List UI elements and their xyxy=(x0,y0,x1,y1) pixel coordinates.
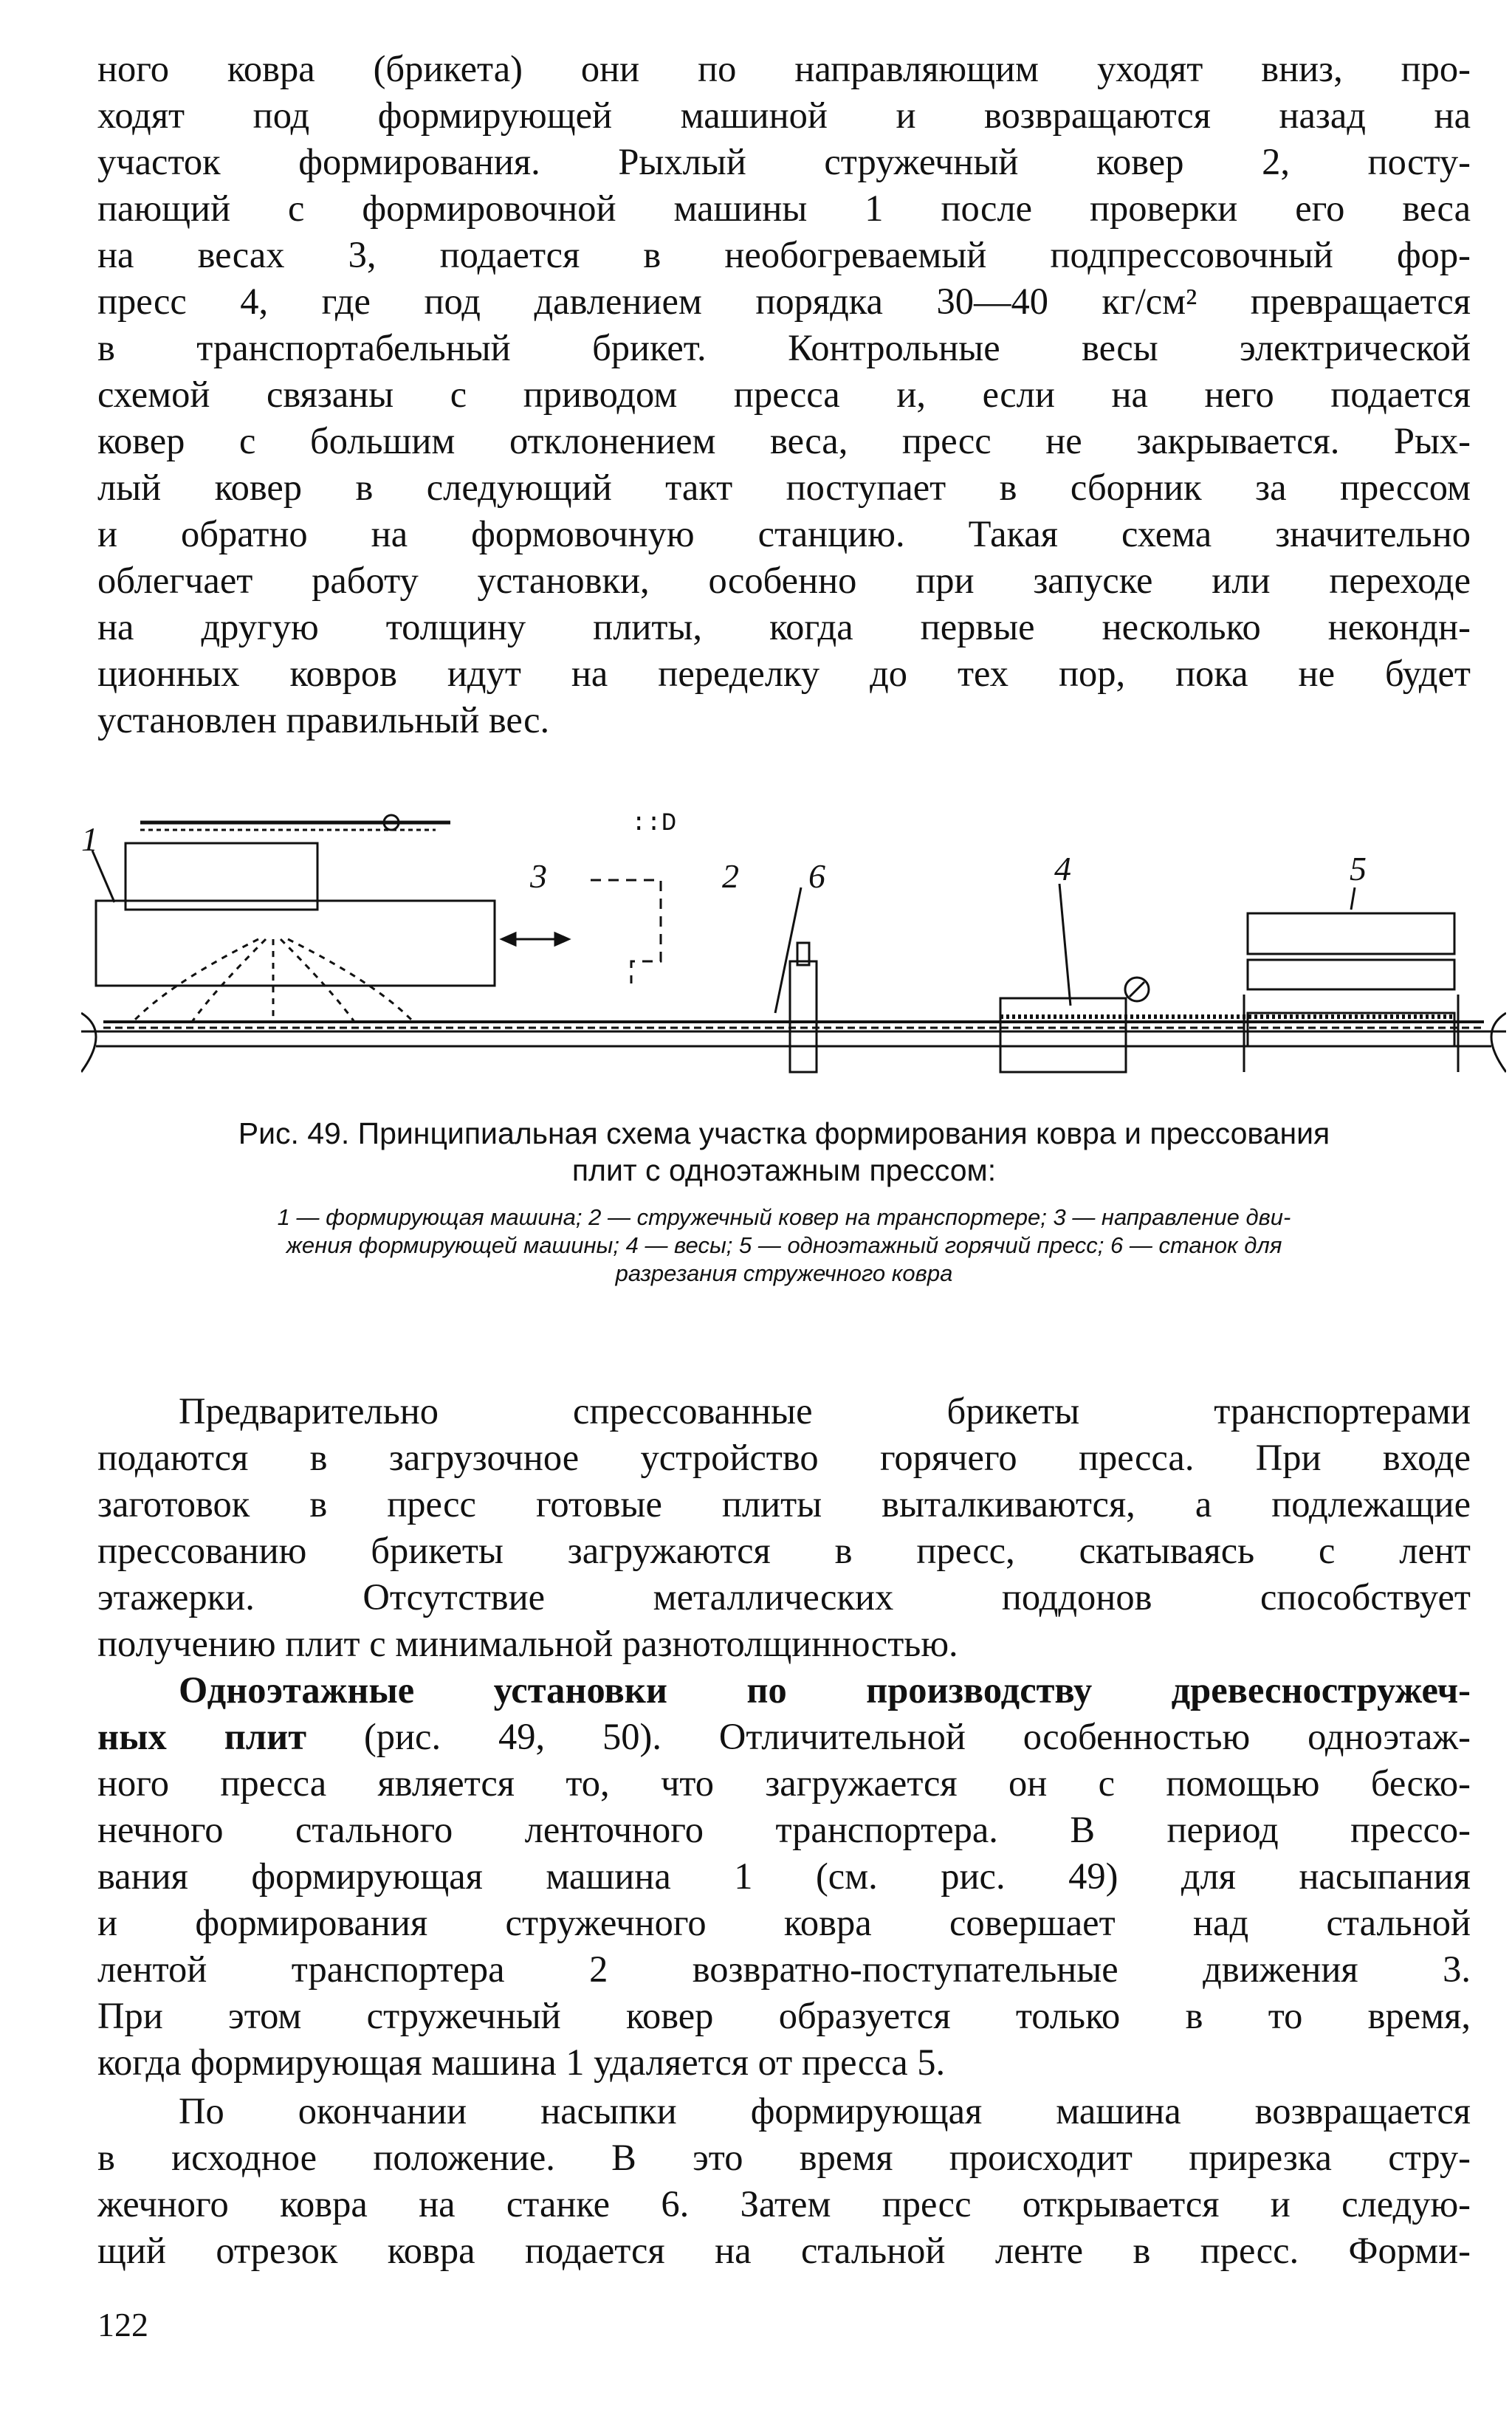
text-line: облегчает работу установки, особенно при запуске или переходе xyxy=(97,560,1471,601)
paragraph-3 xyxy=(97,1667,1471,2086)
text-line: ходят под формирующей машиной и возвращаются назад на xyxy=(97,95,1471,136)
text-line: и обратно на формовочную станцию. Такая схема значительно xyxy=(97,513,1471,554)
hot-press-plate xyxy=(1248,960,1454,989)
text-line: пающий с формировочной машины 1 после проверки его веса xyxy=(97,188,1471,229)
text-line: участок формирования. Рыхлый стружечный ковер 2, посту- xyxy=(97,141,1471,182)
text-line: этажерки. Отсутствие металлических поддонов способствует xyxy=(97,1576,1471,1618)
text-line: в исходное положение. В это время происходит прирезка стру- xyxy=(97,2137,1471,2178)
text-line: лентой транспортера 2 возвратно-поступательные движения 3. xyxy=(97,1948,1471,1990)
text-line: на весах 3, подается в необогреваемый подпрессовочный фор- xyxy=(97,234,1471,275)
legend-line: 1 — формирующая машина; 2 — стружечный ковер на транспортере; 3 — направление дви- xyxy=(277,1204,1291,1230)
cutting-machine xyxy=(790,961,817,1072)
text-line: ного ковра (брикета) они по направляющим уходят вниз, про- xyxy=(97,48,1471,89)
text-line: ционных ковров идут на переделку до тех пор, пока не будет xyxy=(97,653,1471,694)
figure-49-diagram xyxy=(81,791,1506,1102)
text-line: пресс 4, где под давлением порядка 30—40 кг/см² превращается xyxy=(97,281,1471,322)
paragraph-2 xyxy=(97,1388,1471,1667)
text-line: щий отрезок ковра подается на стальной ленте в пресс. Форми- xyxy=(97,2230,1471,2271)
svg-text:::D: ::D xyxy=(631,810,677,838)
text-line: схемой связаны с приводом пресса и, если на него подается xyxy=(97,374,1471,415)
figure-label: 3 xyxy=(530,857,547,895)
caption-line: плит с одноэтажным прессом: xyxy=(571,1153,997,1187)
text-line: ного пресса является то, что загружается он с помощью беско- xyxy=(97,1762,1471,1804)
text-line: вания формирующая машина 1 (см. рис. 49) для насыпания xyxy=(97,1855,1471,1897)
figure-label: 2 xyxy=(722,857,739,895)
text-line: заготовок в пресс готовые плиты выталкиваются, а подлежащие xyxy=(97,1483,1471,1525)
text-line: и формирования стружечного ковра совершает над стальной xyxy=(97,1902,1471,1943)
text-line: в транспортабельный брикет. Контрольные весы электрической xyxy=(97,327,1471,368)
figure-label: 4 xyxy=(1054,850,1071,887)
paragraph-1 xyxy=(97,46,1471,744)
hot-press-top xyxy=(1248,913,1454,954)
text-line: По окончании насыпки формирующая машина возвращается xyxy=(179,2090,1471,2132)
text-line: получению плит с минимальной разнотолщинностью. xyxy=(97,1623,958,1664)
text-line: При этом стружечный ковер образуется только в то время, xyxy=(97,1995,1471,2036)
text-line: жечного ковра на станке 6. Затем пресс открывается и следую- xyxy=(97,2183,1471,2225)
forming-machine-frame xyxy=(96,901,495,986)
text-line: установлен правильный вес. xyxy=(97,699,550,741)
text-line: Предварительно спрессованные брикеты транспортерами xyxy=(179,1390,1471,1432)
text-line: ковер с большим отклонением веса, пресс не закрывается. Рых- xyxy=(97,420,1471,461)
figure-label: 1 xyxy=(81,820,98,858)
legend-line: разрезания стружечного ковра xyxy=(615,1260,953,1286)
text-line: (рис. 49, 50). Отличительной особенностью одноэтаж- xyxy=(306,1716,1471,1757)
text-line: подаются в загрузочное устройство горячего пресса. При входе xyxy=(97,1437,1471,1478)
caption-line: Рис. 49. Принципиальная схема участка формирования ковра и прессования xyxy=(238,1116,1330,1150)
paragraph-4 xyxy=(97,2088,1471,2274)
scales xyxy=(1000,998,1126,1072)
legend-line: жения формирующей машины; 4 — весы; 5 — одноэтажный горячий пресс; 6 — станок для xyxy=(286,1232,1282,1258)
text-line: на другую толщину плиты, когда первые несколько некондн- xyxy=(97,606,1471,648)
text-line: нечного стального ленточного транспортера. В период прессо- xyxy=(97,1809,1471,1850)
left-roller xyxy=(81,1013,96,1072)
figure-label: 5 xyxy=(1350,850,1367,887)
section-heading: ных плит xyxy=(97,1716,307,1757)
figure-legend xyxy=(97,1203,1471,1288)
page-number: 122 xyxy=(97,2306,148,2343)
text-line: прессованию брикеты загружаются в пресс, скатываясь с лент xyxy=(97,1530,1471,1571)
text-line: лый ковер в следующий такт поступает в сборник за прессом xyxy=(97,467,1471,508)
text-line: когда формирующая машина 1 удаляется от пресса 5. xyxy=(97,2041,946,2083)
figure-label: 6 xyxy=(808,857,825,895)
figure-caption xyxy=(97,1115,1471,1189)
section-heading: Одноэтажные установки по производству древесностружеч- xyxy=(179,1669,1471,1711)
right-roller xyxy=(1491,1013,1506,1072)
